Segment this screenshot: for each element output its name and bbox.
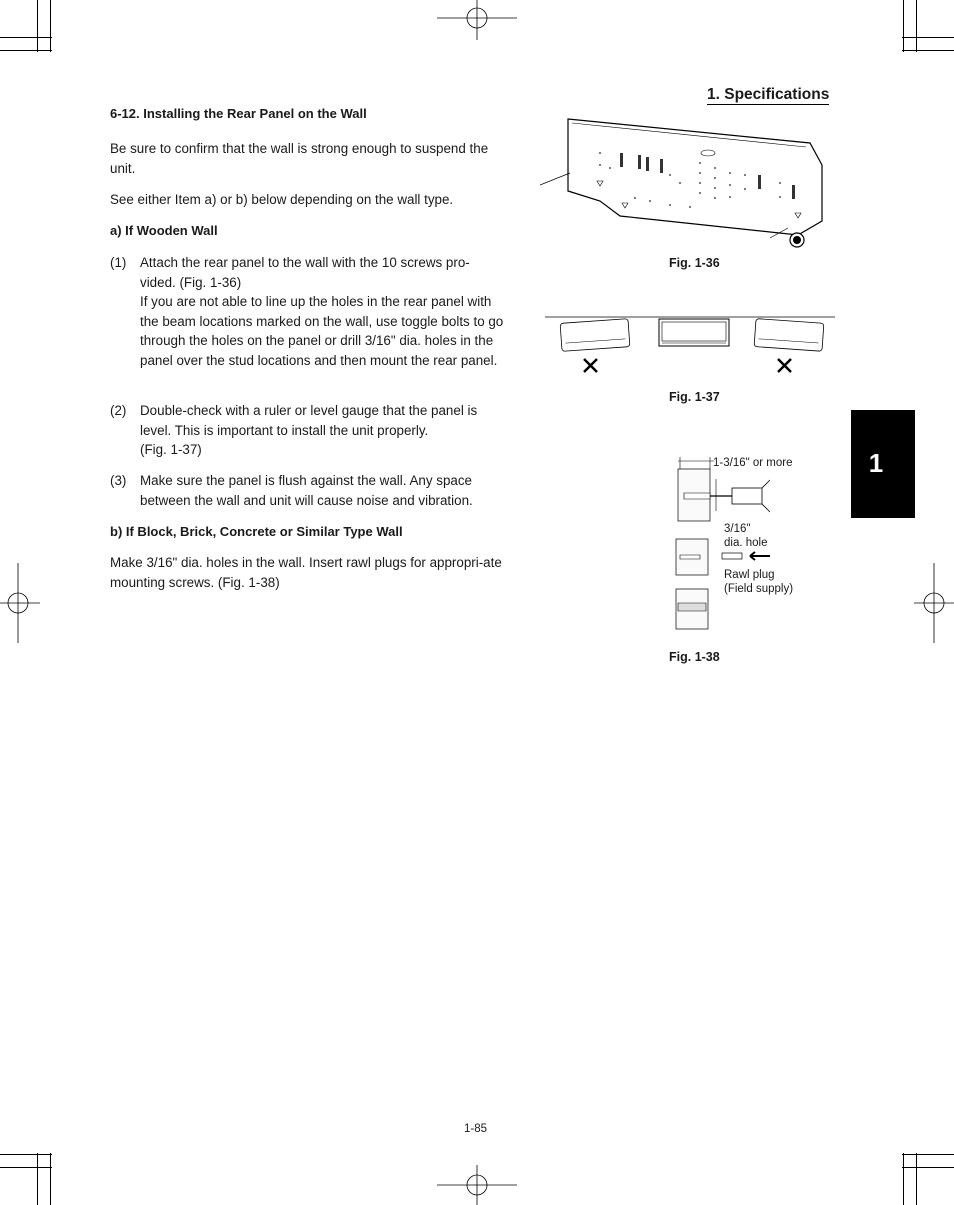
chapter-tab-number: 1 (868, 448, 884, 478)
arrow-left-icon (750, 552, 770, 560)
fig-1-36-label: Fig. 1-36 (669, 256, 720, 270)
level-check-illustration (545, 313, 837, 378)
heading-block-wall: b) If Block, Brick, Concrete or Similar Type Wall (110, 524, 403, 539)
list-item-number: (1) (110, 255, 127, 270)
list-item (110, 471, 505, 510)
registration-mark-right (914, 563, 954, 643)
fig-1-38-dimension: 1-3/16" or more (713, 457, 793, 469)
page-number: 1-85 (464, 1123, 488, 1135)
fig-1-37-label: Fig. 1-37 (669, 390, 720, 404)
chapter-tab (851, 410, 915, 518)
list-item-text: Attach the rear panel to the wall with the 10 screws pro-vided. (Fig. 1-36) If you are not able to line up the holes in the rear panel with the beam locations marked on the wall, use toggle bolts to go through the holes on the panel or drill 3/16" dia. holes in the panel over the stud locations and then mount the rear panel. (140, 255, 504, 368)
registration-mark-bottom (437, 1165, 517, 1205)
rear-panel-illustration (540, 113, 835, 253)
list-item (110, 253, 505, 370)
registration-mark-top (437, 0, 517, 40)
heading-wooden-wall: a) If Wooden Wall (110, 223, 218, 238)
chapter-title: 1. Specifications (707, 86, 830, 103)
block-wall-paragraph: Make 3/16" dia. holes in the wall. Insert rawl plugs for appropri-ate mounting screws. (Fig. 1-38) (110, 555, 502, 590)
fig-1-38-plug-label: Rawl plug (Field supply) (724, 569, 794, 595)
section-title: 6-12. Installing the Rear Panel on the Wall (110, 106, 367, 121)
fig-1-38-label: Fig. 1-38 (669, 650, 720, 664)
rawl-plug-icon (722, 553, 742, 559)
list-item-number: (2) (110, 403, 127, 418)
wall-type-paragraph: See either Item a) or b) below depending on the wall type. (110, 192, 454, 207)
registration-mark-left (0, 563, 40, 643)
list-item-number: (3) (110, 473, 127, 488)
wrong-icon (584, 359, 791, 372)
intro-paragraph: Be sure to confirm that the wall is strong enough to suspend the unit. (110, 141, 489, 176)
list-item-text: Double-check with a ruler or level gauge that the panel is level. This is important to install the unit properly. (Fig. 1-37) (140, 403, 478, 457)
fig-1-38-hole-label: 3/16" dia. hole (724, 523, 768, 549)
list-item-text: Make sure the panel is flush against the wall. Any space between the wall and unit will cause noise and vibration. (140, 473, 473, 508)
list-item (110, 401, 505, 460)
